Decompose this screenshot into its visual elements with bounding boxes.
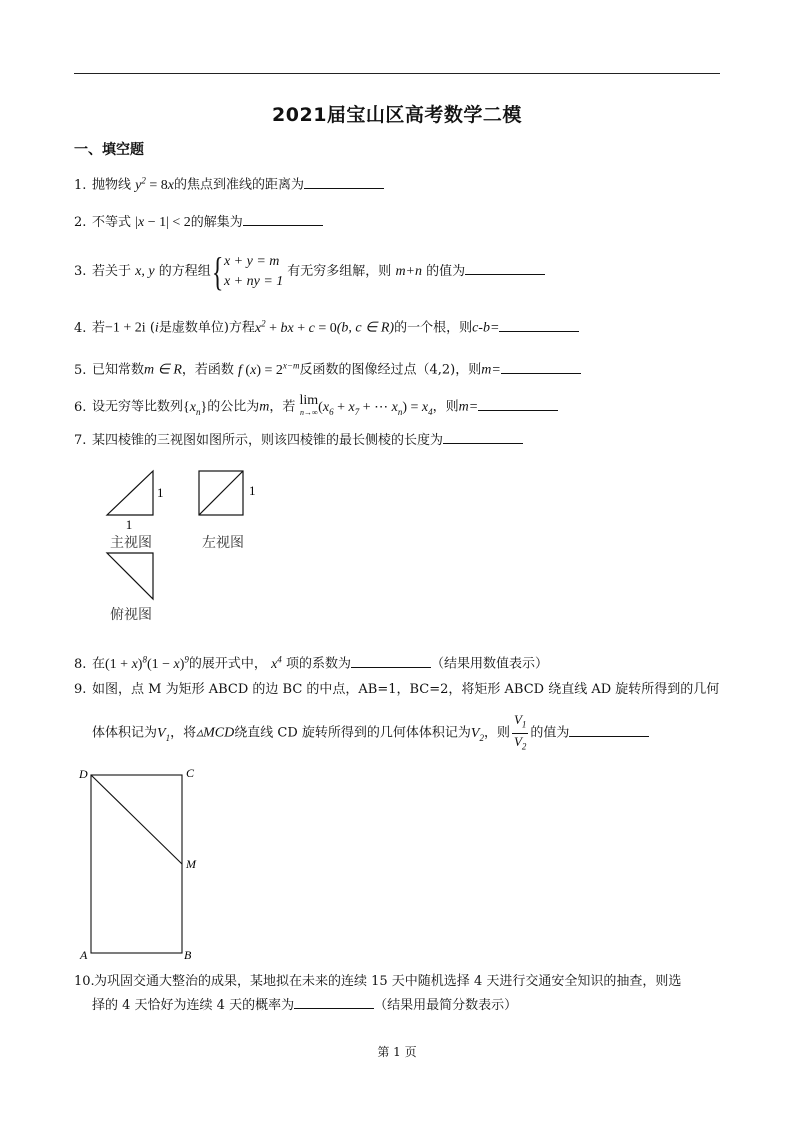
question-10-line-2: 择的 4 天恰好为连续 4 天的概率为 （结果用最简分数表示） <box>92 998 518 1013</box>
math-limit-sum: ($x_6 + x_7$ + ⋯ $x_n) = x_4$ <box>318 399 433 417</box>
point-c-label: C <box>186 766 195 780</box>
equation-system: x + y = m x + ny = 1 <box>223 253 284 289</box>
question-9: 9. 如图，点 M 为矩形 ABCD 的边 BC 的中点，AB=1，BC=2，将矩形 ABCD 绕直线 AD 旋转所得到的几何 <box>74 682 720 697</box>
question-7: 7. 某四棱锥的三视图如图所示，则该四棱锥的最长侧棱的长度为 <box>74 431 523 449</box>
top-view <box>107 553 153 599</box>
point-b-label: B <box>184 948 192 962</box>
math-v1: $V_1$ <box>157 725 171 743</box>
question-4: 4. 若−1 + 2i (i是虚数单位)方程$x^2$ + bx + c = 0(b, c ∈ R)的一个根，则c-b= <box>74 315 579 337</box>
point-a-label: A <box>80 948 88 962</box>
answer-blank-5[interactable] <box>501 361 581 374</box>
math-function: f $(x) = 2^{x-m}$ <box>238 360 300 378</box>
page-title: 2021届宝山区高考数学二模 <box>272 104 522 126</box>
answer-blank-10[interactable] <box>294 996 374 1009</box>
front-view <box>107 471 153 515</box>
answer-blank-1[interactable] <box>304 176 384 189</box>
point-m-label: M <box>186 857 196 871</box>
question-9-line-2: 体体积记为$V_1$，将▵MCD绕直线 CD 旋转所得到的几何体体积记为$V_2$，则 $\frac{V_1}{V_2}$ 的值为 <box>92 712 649 755</box>
math-ratio: $\frac{V_1}{V_2}$ <box>513 712 527 752</box>
answer-blank-2[interactable] <box>243 213 323 226</box>
top-view-label: 俯视图 <box>110 608 152 623</box>
top-rule <box>74 73 720 74</box>
math-term: $x^4$ <box>271 654 282 672</box>
left-side-label: 1 <box>249 483 256 498</box>
answer-blank-6[interactable] <box>478 398 558 411</box>
system-brace: { <box>211 248 224 294</box>
question-6: 6. 设无穷等比数列$\{x_n\}$的公比为m，若 lim n→∞ ($x_6 + x_7$ + ⋯ $x_n) = x_4$，则m= <box>74 395 558 423</box>
answer-blank-9[interactable] <box>569 724 649 737</box>
limit-operator: lim n→∞ <box>299 393 319 417</box>
rectangle-figure <box>74 765 214 965</box>
math-binomial: $(1 + x)^8(1 - x)^9$ <box>105 654 189 672</box>
left-view-label: 左视图 <box>202 536 244 551</box>
answer-blank-8[interactable] <box>351 655 431 668</box>
three-view-figure <box>95 465 275 630</box>
page-footer: 第 1 页 <box>377 1045 417 1059</box>
math-parabola: $y^2 = 8x$ <box>135 175 174 193</box>
answer-blank-7[interactable] <box>443 431 523 444</box>
question-10: 10.为巩固交通大整治的成果，某地拟在未来的连续 15 天中随机选择 4 天进行交通安全知识的抽查，则选 <box>74 974 682 989</box>
math-quadratic: $x^2$ + bx + c = 0 <box>254 318 337 336</box>
left-view <box>199 471 243 515</box>
math-sequence: $\{x_n\}$ <box>183 399 208 417</box>
point-d-label: D <box>79 767 88 781</box>
front-bottom-label: 1 <box>125 517 133 532</box>
front-side-label: 1 <box>157 485 164 500</box>
answer-blank-3[interactable] <box>465 262 545 275</box>
question-5: 5. 已知常数m ∈ R，若函数 f $(x) = 2^{x-m}$反函数的图像经过点（4,2)，则m= <box>74 357 581 379</box>
question-3: 3. 若关于 x, y 的方程组{ x + y = m x + ny = 1 有无穷多组解，则 m+n 的值为 <box>74 250 545 294</box>
section-heading: 一、填空题 <box>74 142 144 158</box>
question-8: 8. 在$(1 + x)^8(1 - x)^9$的展开式中， $x^4$ 项的系数为 （结果用数值表示） <box>74 654 548 672</box>
front-view-label: 主视图 <box>110 536 152 551</box>
math-inequality: |x − 1| < 2 <box>135 215 191 230</box>
answer-blank-4[interactable] <box>499 319 579 332</box>
rectangle-abcd <box>91 775 182 953</box>
math-v2: $V_2$ <box>470 725 484 743</box>
question-2: 2. 不等式 |x − 1| < 2的解集为 <box>74 213 323 231</box>
question-1: 1. 抛物线 $y^2 = 8x$的焦点到准线的距离为 <box>74 172 384 194</box>
